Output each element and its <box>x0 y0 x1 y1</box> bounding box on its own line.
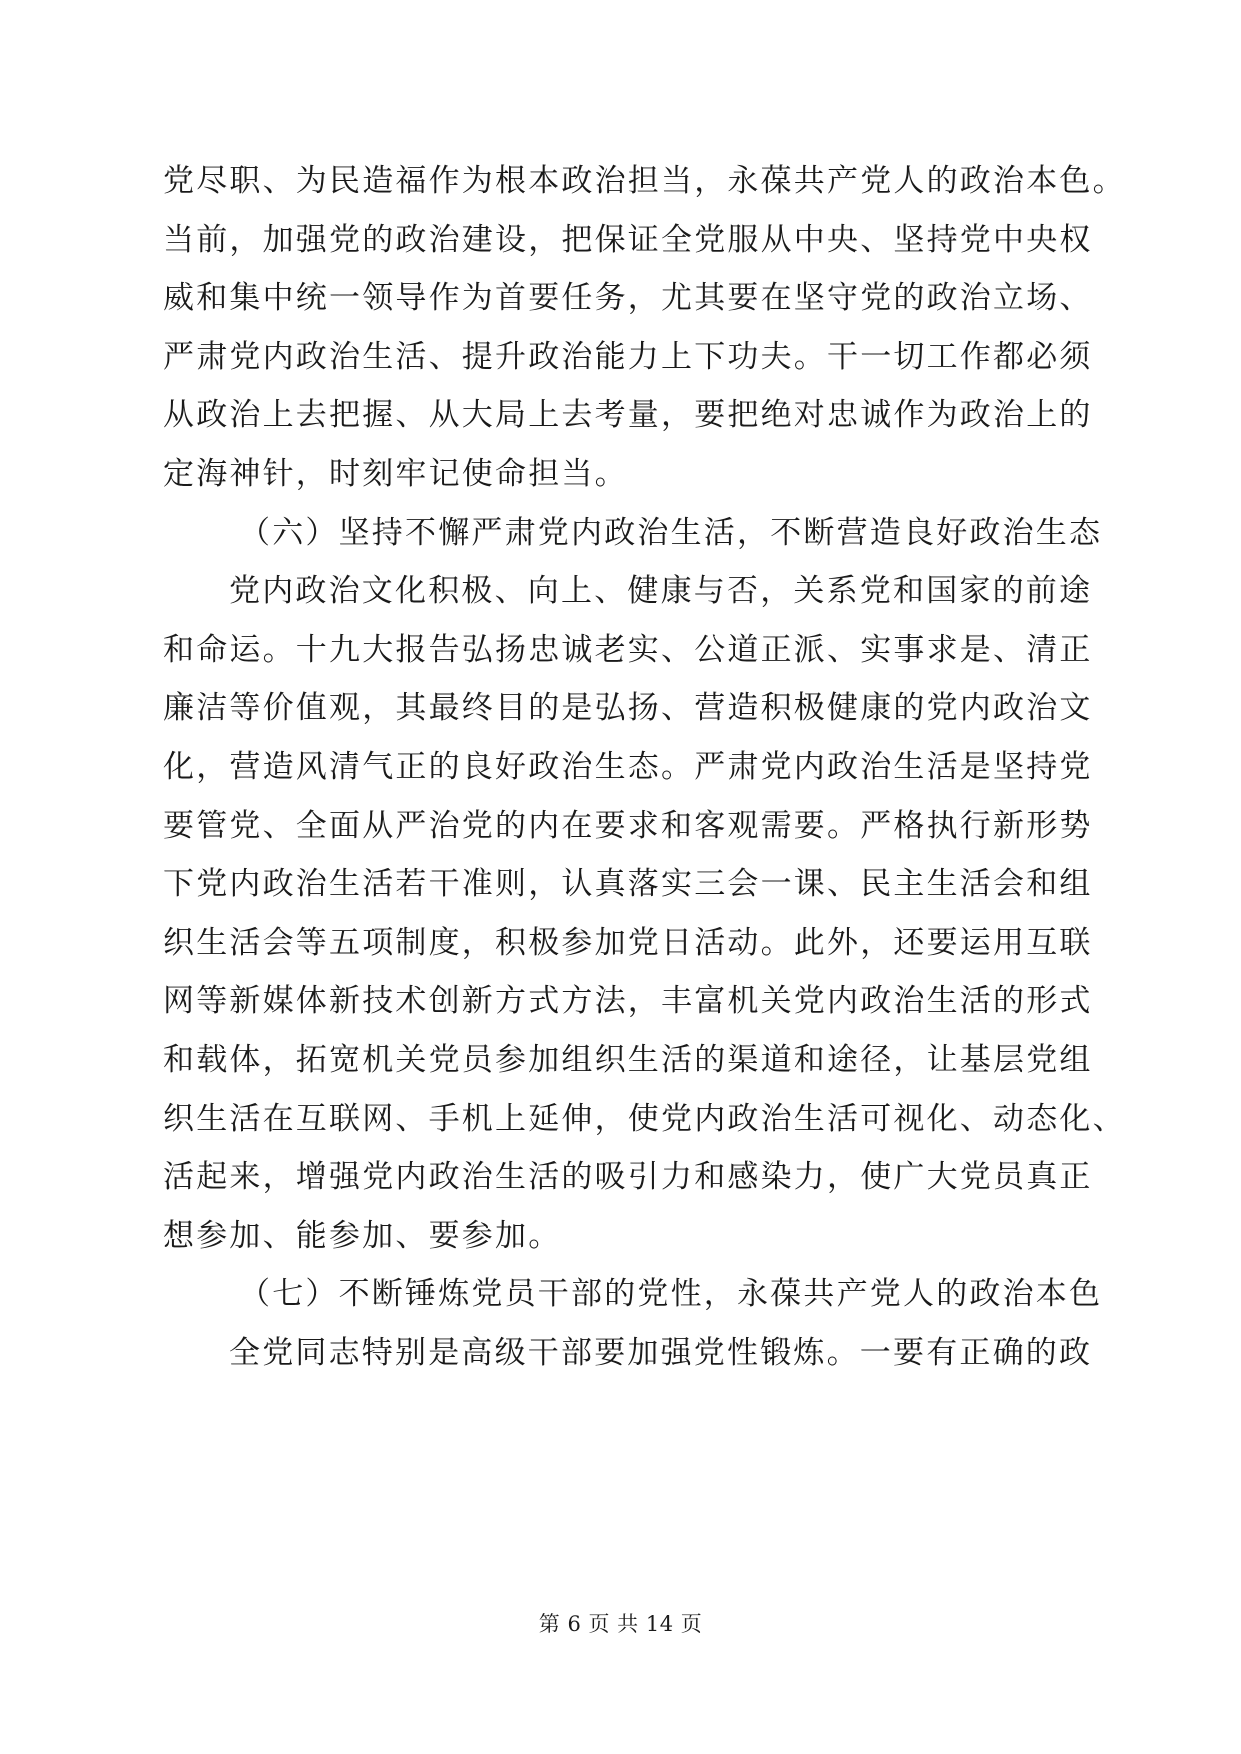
body-line: 活起来，增强党内政治生活的吸引力和感染力，使广大党员真正 <box>163 1159 1093 1196</box>
body-line: 网等新媒体新技术创新方式方法，丰富机关党内政治生活的形式 <box>163 983 1093 1020</box>
body-line: 和命运。十九大报告弘扬忠诚老实、公道正派、实事求是、清正 <box>163 631 1093 668</box>
document-body <box>163 152 1126 1382</box>
body-line: 威和集中统一领导作为首要任务，尤其要在坚守党的政治立场、 <box>163 280 1093 317</box>
body-line: 下党内政治生活若干准则，认真落实三会一课、民主生活会和组 <box>163 866 1093 903</box>
body-line: 当前，加强党的政治建设，把保证全党服从中央、坚持党中央权 <box>163 221 1093 258</box>
body-line: 党尽职、为民造福作为根本政治担当，永葆共产党人的政治本色。 <box>163 163 1126 199</box>
section-heading: （六）坚持不懈严肃党内政治生活，不断营造良好政治生态 <box>239 514 1103 551</box>
body-line: 廉洁等价值观，其最终目的是弘扬、营造积极健康的党内政治文 <box>163 690 1093 727</box>
body-line: 织生活会等五项制度，积极参加党日活动。此外，还要运用互联 <box>163 924 1093 961</box>
body-line: 严肃党内政治生活、提升政治能力上下功夫。干一切工作都必须 <box>163 338 1093 375</box>
page-number-footer: 第 6 页 共 14 页 <box>538 1612 703 1636</box>
body-line: 化，营造风清气正的良好政治生态。严肃党内政治生活是坚持党 <box>163 748 1093 785</box>
body-line: 定海神针，时刻牢记使命担当。 <box>163 455 628 492</box>
paragraph-first-line: 党内政治文化积极、向上、健康与否，关系党和国家的前途 <box>229 573 1093 610</box>
body-line: 织生活在互联网、手机上延伸，使党内政治生活可视化、动态化、 <box>163 1100 1126 1137</box>
body-line: 想参加、能参加、要参加。 <box>163 1217 562 1254</box>
section-heading: （七）不断锤炼党员干部的党性，永葆共产党人的政治本色 <box>239 1276 1103 1313</box>
paragraph-first-line: 全党同志特别是高级干部要加强党性锻炼。一要有正确的政 <box>229 1334 1093 1371</box>
body-line: 要管党、全面从严治党的内在要求和客观需要。严格执行新形势 <box>163 807 1093 844</box>
body-line: 和载体，拓宽机关党员参加组织生活的渠道和途径，让基层党组 <box>163 1041 1093 1078</box>
body-line: 从政治上去把握、从大局上去考量，要把绝对忠诚作为政治上的 <box>163 397 1093 434</box>
